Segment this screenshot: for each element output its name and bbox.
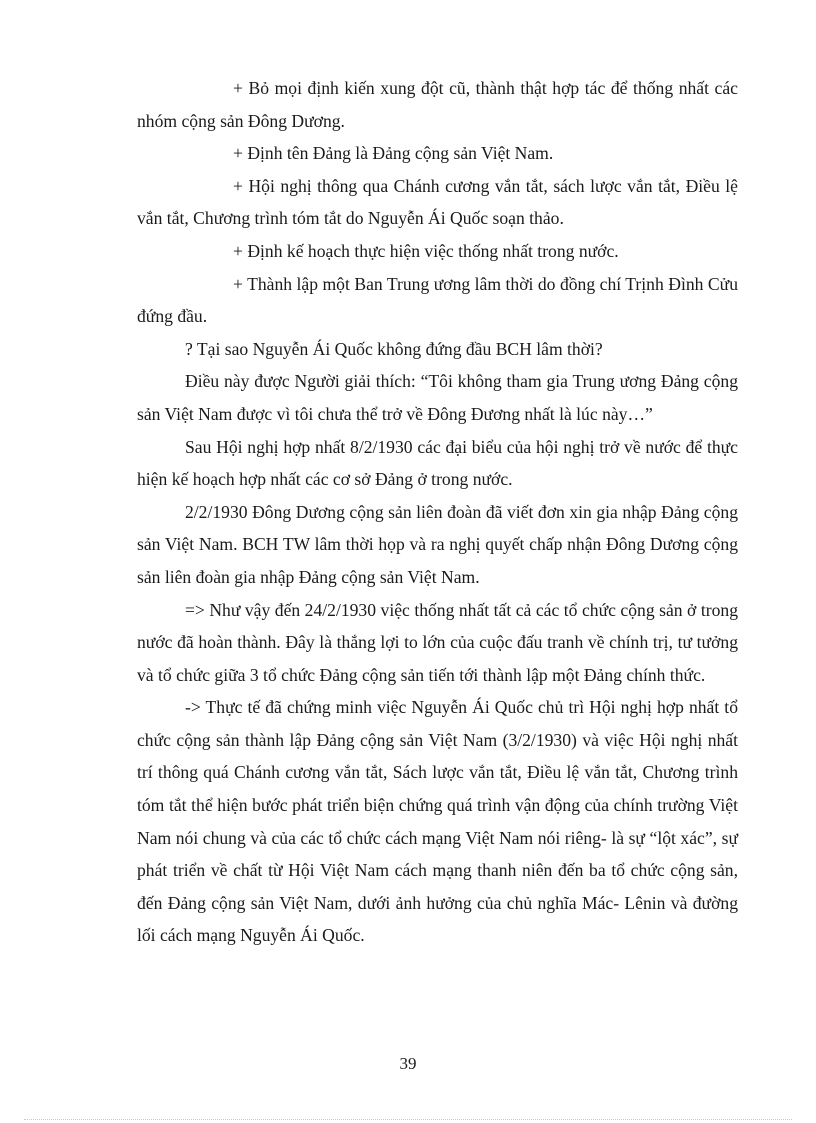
body-text: [137, 72, 738, 952]
page-bottom-border: [24, 1119, 792, 1120]
bullet-paragraph: + Định kế hoạch thực hiện việc thống nhất trong nước.: [233, 240, 619, 261]
bullet-paragraph: + Hội nghị thông qua Chánh cương vắn tắt, sách lược vắn tắt, Điều lệ vắn tắt, Chương trình tóm tắt do Nguyễn Ái Quốc soạn thảo.: [137, 175, 738, 229]
body-paragraph: => Như vậy đến 24/2/1930 việc thống nhất tất cả các tổ chức cộng sản ở trong nước đã hoàn thành. Đây là thắng lợi to lớn của cuộc đấu tranh về chính trị, tư tưởng và tổ chức giữa 3 tổ chức Đảng cộng sản tiến tới thành lập một Đảng chính thức.: [137, 599, 738, 685]
bullet-paragraph: + Bỏ mọi định kiến xung đột cũ, thành thật hợp tác để thống nhất các nhóm cộng sản Đông Dương.: [137, 78, 738, 131]
body-paragraph: 2/2/1930 Đông Dương cộng sản liên đoàn đã viết đơn xin gia nhập Đảng cộng sản Việt Nam. BCH TW lâm thời họp và ra nghị quyết chấp nhận Đông Dương cộng sản liên đoàn gia nhập Đảng cộng sản Việt Nam.: [137, 501, 738, 587]
body-paragraph: -> Thực tế đã chứng minh việc Nguyễn Ái Quốc chủ trì Hội nghị hợp nhất tổ chức cộng sản thành lập Đảng cộng sản Việt Nam (3/2/1930) và việc Hội nghị nhất trí thông quá Chánh cương vắn tắt, Sách lược vắn tắt, Điều lệ vắn tắt, Chương trình tóm tắt thể hiện bước phát triển biện chứng quá trình vận động của chính trường Việt Nam nói chung và của các tổ chức cách mạng Việt Nam nói riêng- là sự “lột xác”, sự phát triển về chất từ Hội Việt Nam cách mạng thanh niên đến ba tổ chức cộng sản, đến Đảng cộng sản Việt Nam, dưới ảnh hưởng của chủ nghĩa Mác- Lênin và đường lối cách mạng Nguyễn Ái Quốc.: [137, 697, 738, 946]
bullet-paragraph: + Định tên Đảng là Đảng cộng sản Việt Nam.: [233, 143, 554, 164]
question-paragraph: ? Tại sao Nguyễn Ái Quốc không đứng đầu BCH lâm thời?: [185, 338, 603, 359]
body-paragraph: Sau Hội nghị hợp nhất 8/2/1930 các đại biểu của hội nghị trở về nước để thực hiện kế hoạch hợp nhất các cơ sở Đảng ở trong nước.: [137, 436, 738, 490]
bullet-paragraph: + Thành lập một Ban Trung ương lâm thời do đồng chí Trịnh Đình Cửu đứng đầu.: [137, 273, 738, 327]
page-number: 39: [399, 1054, 417, 1073]
body-paragraph: Điều này được Người giải thích: “Tôi không tham gia Trung ương Đảng cộng sản Việt Nam được vì tôi chưa thể trở về Đông Đương nhất là lúc này…”: [137, 371, 738, 424]
